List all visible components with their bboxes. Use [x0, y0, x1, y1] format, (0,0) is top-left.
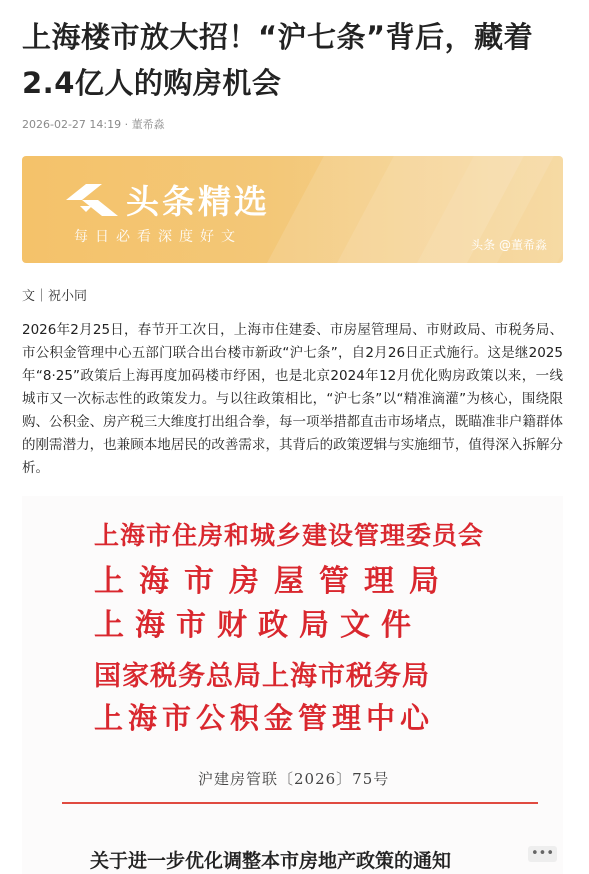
- more-dots-icon[interactable]: •••: [528, 846, 557, 862]
- doc-red-rule: [62, 802, 538, 804]
- doc-header-line: 上海市公积金管理中心: [94, 701, 435, 735]
- article-byline: 文｜祝小同: [22, 289, 88, 304]
- article-meta: 2026-02-27 14:19 · 董希淼: [22, 118, 165, 131]
- banner-slogan: 每日必看深度好文: [74, 229, 242, 245]
- banner-watermark: 头条 @董希淼: [471, 238, 547, 252]
- toutiao-logo-icon: [62, 178, 122, 222]
- doc-header-line: 国家税务总局上海市税务局: [94, 661, 430, 692]
- doc-subject: 关于进一步优化调整本市房地产政策的通知: [90, 850, 452, 872]
- article-body-paragraph: 2026年2月25日，春节开工次日，上海市住建委、市房屋管理局、市财政局、市税务局、市公积金管理中心五部门联合出台楼市新政“沪七条”，自2月26日正式施行。这是继2025年“8·25”政策后上海再度加码楼市纾困，也是北京2024年12月优化购房政策以来，一线城市又一次标志性的政策发力。与以往政策相比，“沪七条”以“精准滴灌”为核心，围绕限购、公积金、房产税三大维度打出组合拳，每一项举措都直击市场堵点，既瞄准非户籍群体的刚需潜力，也兼顾本地居民的改善需求，其背后的政策逻辑与实施细节，值得深入拆解分析。: [22, 322, 563, 476]
- doc-header-line: 上海市住房和城乡建设管理委员会: [94, 521, 485, 550]
- article-title: 上海楼市放大招！“沪七条”背后，藏着2.4亿人的购房机会: [22, 20, 534, 100]
- document-photo[interactable]: [22, 496, 563, 874]
- banner-brand: 头条精选: [126, 182, 270, 221]
- doc-header-line: 上海市房屋管理局: [94, 564, 454, 599]
- doc-header-line: 上海市财政局文件: [94, 608, 422, 643]
- doc-number: 沪建房管联〔2026〕75号: [198, 770, 390, 788]
- toutiao-featured-banner[interactable]: [22, 156, 563, 263]
